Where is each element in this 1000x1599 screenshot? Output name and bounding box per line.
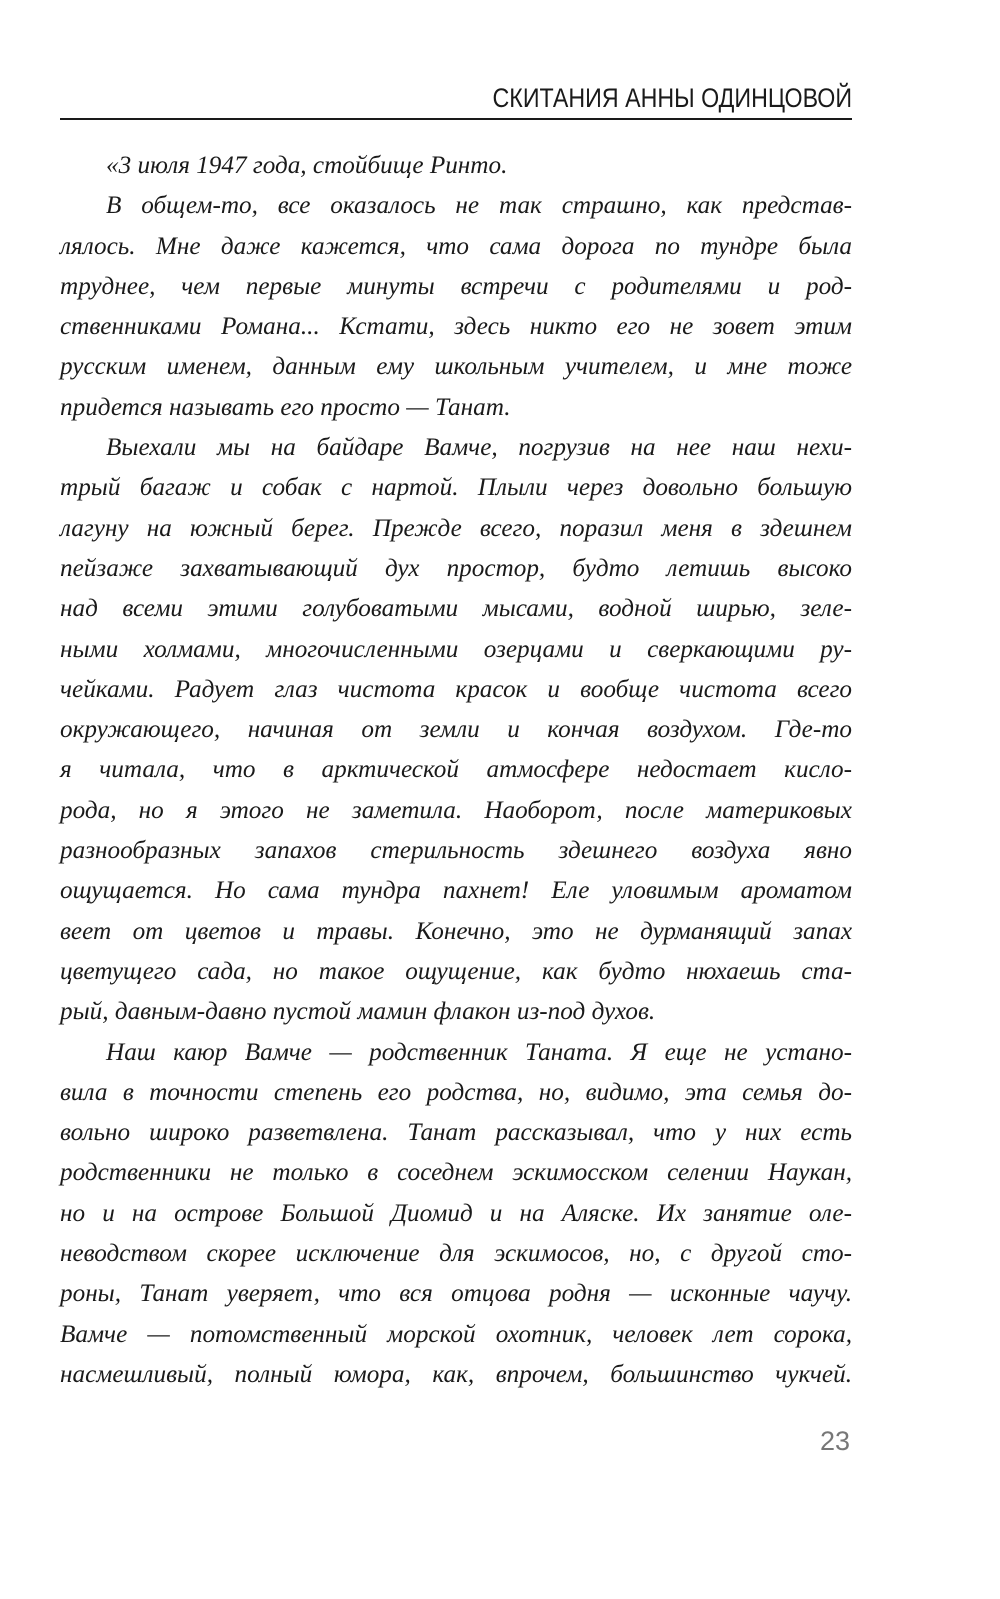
text-line: Наш каюр Вамче — родственник Таната. Я еще не устано- (106, 1038, 852, 1066)
text-line: пейзаже захватывающий дух простор, будто летишь высоко (60, 554, 852, 582)
text-line: Выехали мы на байдаре Вамче, погрузив на нее наш нехи- (106, 434, 852, 462)
text-line: труднее, чем первые минуты встречи с родителями и род- (60, 272, 852, 300)
text-line: ственниками Романа... Кстати, здесь никто его не зовет этим (60, 313, 852, 341)
text-line: неводством скорее исключение для эскимосов, но, с другой сто- (60, 1240, 852, 1268)
text-line: придется называть его просто — Танат. (60, 393, 511, 421)
text-line: цветущего сада, но такое ощущение, как будто нюхаешь ста- (60, 957, 852, 985)
text-line: лялось. Мне даже кажется, что сама дорога по тундре была (60, 232, 852, 260)
text-line: ными холмами, многочисленными озерцами и сверкающими ру- (60, 635, 852, 663)
text-line: русским именем, данным ему школьным учителем, и мне тоже (60, 353, 852, 381)
text-line: чейками. Радует глаз чистота красок и вообще чистота всего (60, 675, 852, 703)
text-line: окружающего, начиная от земли и кончая воздухом. Где-то (60, 716, 852, 744)
running-title: СКИТАНИЯ АННЫ ОДИНЦОВОЙ (492, 83, 852, 113)
text-line: но и на острове Большой Диомид и на Аляске. Их занятие оле- (60, 1199, 852, 1227)
text-line: лагуну на южный берег. Прежде всего, поразил меня в здешнем (60, 514, 852, 542)
text-line: трый багаж и собак с нартой. Плыли через довольно большую (60, 474, 852, 502)
text-line: В общем-то, все оказалось не так страшно, как представ- (106, 192, 852, 220)
text-line: рый, давным-давно пустой мамин флакон из-под духов. (60, 998, 656, 1026)
text-line: рода, но я этого не заметила. Наоборот, после материковых (60, 796, 852, 824)
running-header (60, 76, 852, 120)
text-line: над всеми этими голубоватыми мысами, водной ширью, зеле- (60, 595, 852, 623)
text-line: вила в точности степень его родства, но, видимо, эта семья до- (60, 1078, 852, 1106)
text-line: Вамче — потомственный морской охотник, человек лет сорока, (60, 1320, 852, 1348)
body-text (60, 146, 852, 1395)
page-number: 23 (819, 1426, 850, 1456)
text-line: веет от цветов и травы. Конечно, это не дурманящий запах (60, 917, 852, 945)
text-line: насмешливый, полный юмора, как, впрочем, большинство чукчей. (60, 1360, 852, 1388)
text-line: родственники не только в соседнем эскимосском селении Наукан, (60, 1159, 852, 1187)
text-line: вольно широко разветвлена. Танат рассказывал, что у них есть (60, 1119, 852, 1147)
text-line: разнообразных запахов стерильность здешнего воздуха явно (60, 837, 852, 865)
text-line: ощущается. Но сама тундра пахнет! Еле уловимым ароматом (60, 877, 852, 905)
text-line: я читала, что в арктической атмосфере недостает кисло- (60, 756, 852, 784)
text-line: «3 июля 1947 года, стойбище Ринто. (106, 152, 508, 179)
text-line: роны, Танат уверяет, что вся отцова родня — исконные чаучу. (60, 1280, 852, 1308)
